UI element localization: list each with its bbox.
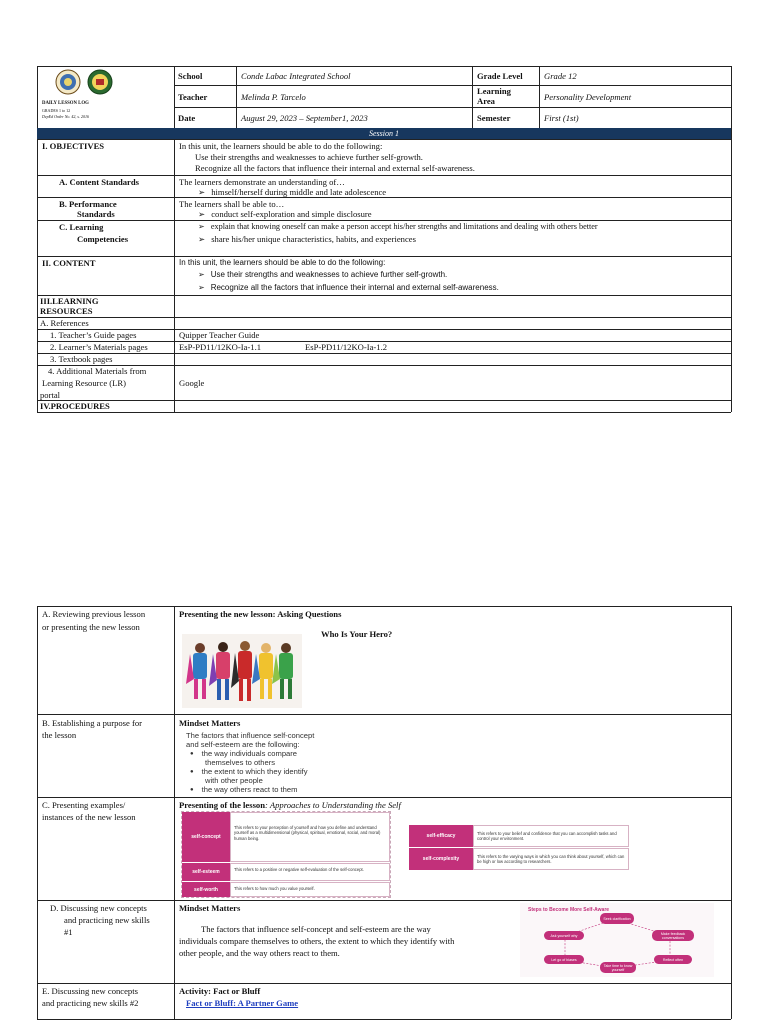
approach-term-3: self-efficacy [409, 825, 473, 847]
proc-d-text-1: The factors that influence self-concept and self-esteem are the way [201, 924, 431, 934]
proc-b-intro-2: and self-esteem are the following: [186, 740, 300, 749]
proc-e-label-2: and practicing new skills #2 [42, 998, 139, 1008]
semester-label: Semester [477, 113, 511, 123]
grade-level-value: Grade 12 [544, 71, 577, 81]
proc-d-text-3: other people, and the way others react to them. [179, 948, 340, 958]
approach-term-2: self-worth [182, 882, 230, 897]
proc-a-title [179, 609, 341, 619]
deped-seal-logo [55, 69, 81, 95]
proc-c-label: C. Presenting examples/ [42, 800, 126, 810]
approach-term-0: self-concept [182, 812, 230, 862]
proc-b-item-2-cont: with other people [205, 776, 263, 785]
proc-c-title-bold: Presenting of the lesson [179, 800, 266, 810]
proc-d-title: Mindset Matters [179, 903, 241, 913]
objectives-intro: In this unit, the learners should be able to do the following: [179, 141, 383, 151]
school-label: School [178, 71, 203, 81]
content-label: II. CONTENT [42, 258, 96, 268]
teachers-guide-label: 1. Teacher’s Guide pages [50, 330, 137, 340]
additional-materials-label-3: portal [40, 390, 61, 400]
fact-or-bluff-link[interactable]: Fact or Bluff: A Partner Game [186, 998, 299, 1008]
learning-competencies-item-1: ➢ explain that knowing oneself can make a person accept his/her strengths and limitations and dealing with others better [198, 222, 598, 232]
content-standards-label: A. Content Standards [59, 177, 139, 187]
content-standards-intro: The learners demonstrate an understanding of… [179, 177, 345, 187]
proc-d-label-2: and practicing new skills [64, 915, 150, 925]
school-value: Conde Labac Integrated School [241, 71, 351, 81]
proc-c-label-2: instances of the new lesson [42, 812, 136, 822]
references-label: A. References [40, 318, 89, 328]
proc-b-item-1: ● the way individuals compare [190, 749, 297, 759]
performance-standards-item: ➢ conduct self-exploration and simple disclosure [198, 209, 372, 219]
order-caption: DepEd Order No. 42, s. 2016 [42, 114, 89, 119]
learners-materials-value-1: EsP-PD11/12KO-Ia-1.1 [179, 342, 262, 352]
proc-b-label: B. Establishing a purpose for [42, 718, 143, 728]
proc-d-label-3: #1 [64, 927, 73, 937]
step-0: Ask yourself why [544, 931, 584, 940]
learners-materials-value-2: EsP-PD11/12KO-Ia-1.2 [305, 342, 388, 352]
learning-area-label: Learning [477, 86, 511, 96]
proc-c-title-rest: : Approaches to Understanding the Self [265, 800, 401, 810]
proc-d-label: D. Discussing new concepts [50, 903, 147, 913]
textbook-pages-label: 3. Textbook pages [50, 354, 113, 364]
heroes-image [182, 634, 302, 708]
date-label: Date [178, 113, 196, 123]
proc-e-label: E. Discussing new concepts [42, 986, 138, 996]
proc-d-text-2: individuals compare themselves to others, the extent to which they identify with [179, 936, 455, 946]
grade-level-label: Grade Level [477, 71, 523, 81]
step-3: Let go of biases [544, 955, 584, 964]
teachers-guide-value: Quipper Teacher Guide [179, 330, 260, 340]
step-4: Take time to know yourself [600, 962, 636, 973]
performance-standards-label-2: Standards [77, 209, 115, 219]
proc-e-title: Activity: Fact or Bluff [179, 986, 261, 996]
proc-b-item-3: ● the way others react to them [190, 785, 297, 795]
learning-competencies-label: C. Learning [59, 222, 104, 232]
learning-competencies-item-2: ➢ share his/her unique characteristics, habits, and experiences [198, 234, 416, 244]
content-standards-item: ➢ himself/herself during middle and late adolescence [198, 187, 386, 197]
proc-b-label-2: the lesson [42, 730, 77, 740]
additional-materials-value: Google [179, 378, 205, 388]
proc-a-label: A. Reviewing previous lesson [42, 609, 146, 619]
objectives-line-1: Use their strengths and weaknesses to achieve further self-growth. [195, 152, 423, 162]
learning-area-value: Personality Development [544, 92, 632, 102]
semester-value: First (1st) [544, 113, 579, 123]
proc-a-title-bold: Presenting the new lesson [179, 609, 273, 619]
learning-competencies-label-2: Competencies [77, 234, 129, 244]
proc-a-label-2: or presenting the new lesson [42, 622, 140, 632]
learners-materials-label: 2. Learner’s Materials pages [50, 342, 148, 352]
learning-area-label-2: Area [477, 96, 495, 106]
logo-caption: DAILY LESSON LOG [42, 101, 89, 106]
additional-materials-label-2: Learning Resource (LR) [42, 378, 126, 388]
proc-b-item-2: ● the extent to which they identify [190, 767, 308, 777]
date-value: August 29, 2023 – September1, 2023 [241, 113, 368, 123]
performance-standards-label: B. Performance [59, 199, 117, 209]
approach-desc-1: This refers to a positive or negative self-evaluation of the self-concept. [230, 863, 390, 881]
approach-desc-3: This refers to your belief and confidence that you can accomplish tasks and control your environment. [473, 825, 629, 847]
content-item-1: ➢ Use their strengths and weaknesses to achieve further self-growth. [198, 270, 447, 280]
approach-desc-0: This refers to your perception of yourself and how you define and understand yourself as a multidimensional (physical, spiritual, emotional, social, and moral) human being. [230, 812, 390, 862]
proc-b-item-1-cont: themselves to others [205, 758, 276, 767]
learning-resources-label-2: RESOURCES [40, 306, 93, 316]
approach-term-1: self-esteem [182, 863, 230, 881]
proc-b-title: Mindset Matters [179, 718, 241, 728]
grades-caption: GRADES 1 to 12 [42, 108, 71, 113]
approach-desc-2: This refers to how much you value yourself. [230, 882, 390, 897]
steps-title: Steps to Become More Self-Aware [528, 907, 610, 913]
department-logo [87, 69, 113, 95]
proc-c-title [179, 800, 401, 810]
hero-question: Who Is Your Hero? [321, 629, 393, 639]
steps-diagram [520, 903, 714, 977]
performance-standards-intro: The learners shall be able to… [179, 199, 285, 209]
step-1: Seek clarification [600, 913, 634, 924]
learning-resources-label: III.LEARNING [40, 296, 99, 306]
approach-desc-4: This refers to the varying ways in which you can think about yourself, which can be high or low according to researchers. [473, 848, 629, 870]
procedures-label: IV.PROCEDURES [40, 401, 110, 411]
approach-term-4: self-complexity [409, 848, 473, 870]
proc-a-title-rest: : Asking Questions [272, 609, 342, 619]
objectives-line-2: Recognize all the factors that influence their internal and external self-awareness. [195, 163, 475, 173]
teacher-label: Teacher [178, 92, 208, 102]
step-2: Make feedback conversations [652, 930, 694, 941]
teacher-value: Melinda P. Tarcelo [241, 92, 306, 102]
proc-b-intro: The factors that influence self-concept [186, 731, 315, 740]
step-5: Reflect often [654, 955, 692, 964]
content-intro: In this unit, the learners should be able to do the following: [179, 258, 386, 267]
additional-materials-label: 4. Additional Materials from [48, 366, 147, 376]
content-item-2: ➢ Recognize all the factors that influence their internal and external self-awareness. [198, 283, 499, 293]
session-label: Session 1 [369, 129, 399, 138]
objectives-label: I. OBJECTIVES [42, 141, 105, 151]
